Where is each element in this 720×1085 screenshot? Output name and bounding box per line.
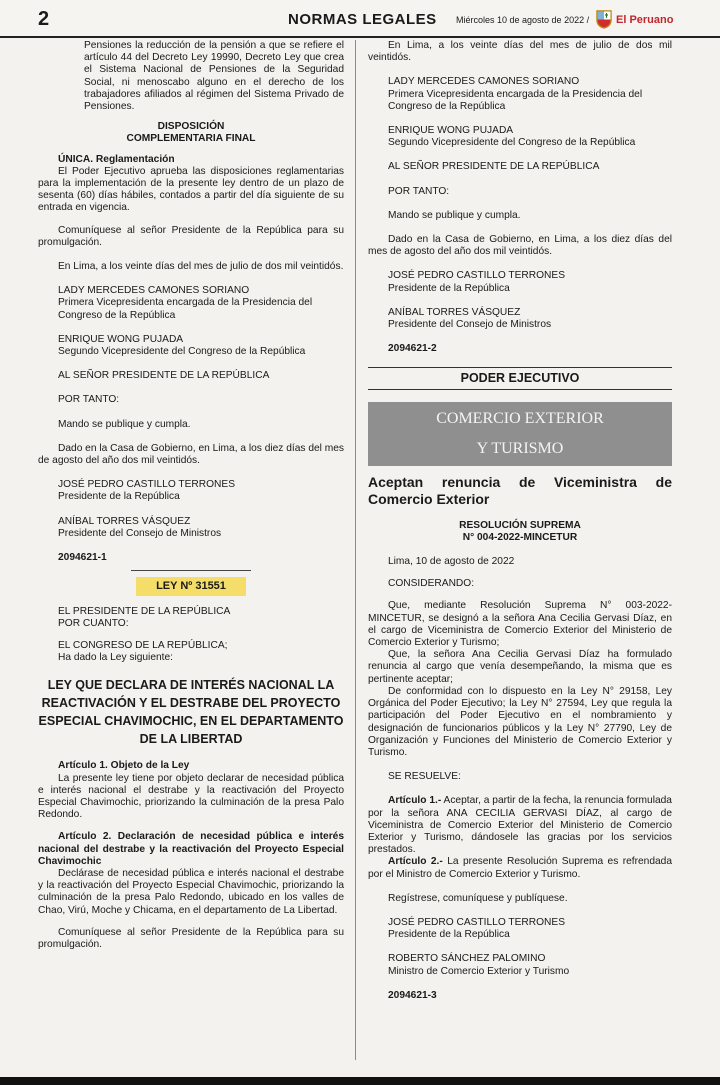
law-title: LEY QUE DECLARA DE INTERÉS NACIONAL LA REACTIVACIÓN Y EL DESTRABE DEL PROYECTO ESPECIAL CHAVIMOCHIC, EN EL DEPARTAMENTO DE LA LIBERTAD <box>38 678 344 747</box>
signatory-role: Presidente del Consejo de Ministros <box>58 527 222 539</box>
signatory-role: Primera Vicepresidenta encargada de la Presidencia del Congreso de la República <box>58 297 313 321</box>
page-header <box>0 0 720 38</box>
unica-text: El Poder Ejecutivo aprueba las disposiciones reglamentarias para la implementación de la presente ley dentro de un plazo de sesenta (60) días hábiles, contados a partir del día siguiente de su entrada en vigencia. <box>38 165 344 214</box>
comuniquese-text-2: Comuníquese al señor Presidente de la República para su promulgación. <box>38 926 344 950</box>
article-1-label: Artículo 1.- <box>388 795 442 807</box>
al-senor-text: AL SEÑOR PRESIDENTE DE LA REPÚBLICA <box>388 161 600 173</box>
resolution-title: Aceptan renuncia de Viceministra de Comercio Exterior <box>368 473 672 507</box>
signatory-role: Segundo Vicepresidente del Congreso de la República <box>58 346 306 358</box>
el-presidente-text: EL PRESIDENTE DE LA REPÚBLICA <box>58 605 231 617</box>
document-code: 2094621-2 <box>388 343 437 355</box>
article-2-label: Artículo 2.- <box>388 856 443 868</box>
article-1-text: Aceptar, a partir de la fecha, la renuncia formulada por la señora ANA CECILIA GERVASI DÍAZ, al cargo de Viceministra de Comercio Exterior del Ministerio de Comercio Exterior y Turismo, dándosele las gracias por los servicios prestados. <box>368 795 672 856</box>
signatory-name: JOSÉ PEDRO CASTILLO TERRONES <box>388 916 566 928</box>
resolution-type: RESOLUCIÓN SUPREMA <box>459 519 581 531</box>
law-number: LEY Nº 31551 <box>136 577 246 595</box>
signature-block <box>388 307 672 331</box>
left-column <box>38 40 344 951</box>
signature-block <box>388 125 672 149</box>
por-tanto-text: POR TANTO: <box>388 185 450 197</box>
ministry-banner-line1: COMERCIO EXTERIOR <box>436 409 604 427</box>
signatory-role: Presidente de la República <box>388 282 510 294</box>
signature-block <box>58 516 344 540</box>
se-resuelve-text: SE RESUELVE: <box>388 771 461 783</box>
signature-block <box>58 334 344 358</box>
signatory-role: Presidente de la República <box>388 929 510 941</box>
considerando-paragraph: Que, mediante Resolución Suprema N° 003-2022-MINCETUR, se designó a la señora Ana Cecilia Gervasi Díaz, en el cargo de Viceministra de Comercio Exterior del Ministerio de Comercio Exterior y Turismo; <box>368 600 672 649</box>
unica-title: ÚNICA. Reglamentación <box>58 153 175 165</box>
al-senor-text: AL SEÑOR PRESIDENTE DE LA REPÚBLICA <box>58 370 270 382</box>
publication-title: NORMAS LEGALES <box>288 11 437 28</box>
article-2-title: Artículo 2. Declaración de necesidad pública e interés nacional del destrabe y la reactivación del Proyecto Especial Chavimochic <box>38 831 344 867</box>
column-divider <box>355 40 356 1060</box>
disposition-heading: DISPOSICIÓN <box>157 121 225 133</box>
section-heading: PODER EJECUTIVO <box>368 367 672 389</box>
signatory-name: ENRIQUE WONG PUJADA <box>58 333 184 345</box>
right-column <box>368 40 672 1002</box>
registrese-text: Regístrese, comuníquese y publíquese. <box>388 892 568 904</box>
signatory-name: LADY MERCEDES CAMONES SORIANO <box>388 76 580 88</box>
ministry-banner-line2: Y TURISMO <box>476 439 564 457</box>
signatory-role: Ministro de Comercio Exterior y Turismo <box>388 965 570 977</box>
resolution-date: Lima, 10 de agosto de 2022 <box>388 556 515 568</box>
article-2-text: Declárase de necesidad pública e interés nacional el destrabe y la reactivación del Proyecto Especial Chavimochic, priorizando la culminación de la presa Palo Redondo, ubicado en los valles de Chao, Virú, Moche y Chicama, en el departamento de La Libertad. <box>38 867 344 916</box>
peru-coat-of-arms-icon <box>594 9 614 29</box>
signature-block <box>388 953 672 977</box>
signatory-name: JOSÉ PEDRO CASTILLO TERRONES <box>388 270 566 282</box>
article-1-text: La presente ley tiene por objeto declarar de necesidad pública e interés nacional el destrabe y la reactivación del Proyecto Especial Chavimochic, priorizando la culminación de la presa Palo Redondo. <box>38 772 344 821</box>
comuniquese-text: Comuníquese al señor Presidente de la República para su promulgación. <box>38 224 344 248</box>
brand-name: El Peruano <box>616 14 674 26</box>
mando-text: Mando se publique y cumpla. <box>58 418 191 430</box>
article-1-title: Artículo 1. Objeto de la Ley <box>58 760 190 772</box>
por-tanto-text: POR TANTO: <box>58 394 120 406</box>
el-congreso-text: EL CONGRESO DE LA REPÚBLICA; <box>58 639 228 651</box>
signatory-role: Segundo Vicepresidente del Congreso de la República <box>388 137 636 149</box>
signatory-name: JOSÉ PEDRO CASTILLO TERRONES <box>58 479 236 491</box>
bottom-bar <box>0 1077 720 1085</box>
publication-date: Miércoles 10 de agosto de 2022 / <box>456 15 590 25</box>
signatory-name: LADY MERCEDES CAMONES SORIANO <box>58 285 250 297</box>
article-2-paragraph <box>368 856 672 880</box>
considerando-paragraph: Que, la señora Ana Cecilia Gervasi Díaz ha formulado renuncia al cargo que venía desempeñando, la misma que es pertinente aceptar; <box>368 649 672 685</box>
signatory-name: ROBERTO SÁNCHEZ PALOMINO <box>388 953 546 965</box>
resolution-number: N° 004-2022-MINCETUR <box>462 531 578 543</box>
signatory-role: Primera Vicepresidenta encargada de la Presidencia del Congreso de la República <box>388 88 643 112</box>
intro-paragraph: Pensiones la reducción de la pensión a que se refiere el artículo 44 del Decreto Ley 19990, Decreto Ley que crea el Sistema Nacional de Pensiones de la Seguridad Social, ni menoscabo alguno en el derecho de los trabajadores afiliados al régimen del Sistema Privado de Pensiones. <box>84 40 344 113</box>
disposition-heading-2: COMPLEMENTARIA FINAL <box>126 133 256 145</box>
signature-block <box>388 76 672 113</box>
signature-block <box>388 270 672 294</box>
ha-dado-text: Ha dado la Ley siguiente: <box>58 652 173 664</box>
ministry-banner <box>368 402 672 466</box>
considerando-text: CONSIDERANDO: <box>388 578 475 590</box>
por-cuanto-text: POR CUANTO: <box>58 617 129 629</box>
dado-text: Dado en la Casa de Gobierno, en Lima, a los diez días del mes de agosto del año dos mil veintidós. <box>368 234 672 258</box>
signature-block <box>58 285 344 322</box>
article-1-paragraph <box>368 795 672 856</box>
page-number: 2 <box>38 8 50 30</box>
considerando-paragraph: De conformidad con lo dispuesto en la Ley N° 29158, Ley Orgánica del Poder Ejecutivo; la Ley N° 27594, Ley que regula la participación del Poder Ejecutivo en el nombramiento y designación de funcionarios públicos y la Ley N° 27790, Ley de Organización y Funciones del Ministerio de Comercio Exterior y Turismo. <box>368 685 672 758</box>
document-code: 2094621-1 <box>58 552 107 564</box>
lima-date-text: En Lima, a los veinte días del mes de julio de dos mil veintidós. <box>368 40 672 64</box>
document-code: 2094621-3 <box>388 989 437 1001</box>
separator-rule <box>131 570 251 571</box>
signature-block <box>58 479 344 503</box>
signatory-name: ANÍBAL TORRES VÁSQUEZ <box>388 306 521 318</box>
article-2-text: La presente Resolución Suprema es refrendada por el Ministro de Comercio Exterior y Turismo. <box>368 856 672 880</box>
signatory-name: ENRIQUE WONG PUJADA <box>388 125 514 137</box>
mando-text: Mando se publique y cumpla. <box>388 209 521 221</box>
signatory-role: Presidente de la República <box>58 491 180 503</box>
signature-block <box>388 917 672 941</box>
signatory-name: ANÍBAL TORRES VÁSQUEZ <box>58 515 191 527</box>
signatory-role: Presidente del Consejo de Ministros <box>388 319 552 331</box>
dado-text: Dado en la Casa de Gobierno, en Lima, a los diez días del mes de agosto del año dos mil veintidós. <box>38 442 344 467</box>
lima-date-text: En Lima, a los veinte días del mes de julio de dos mil veintidós. <box>58 261 344 273</box>
